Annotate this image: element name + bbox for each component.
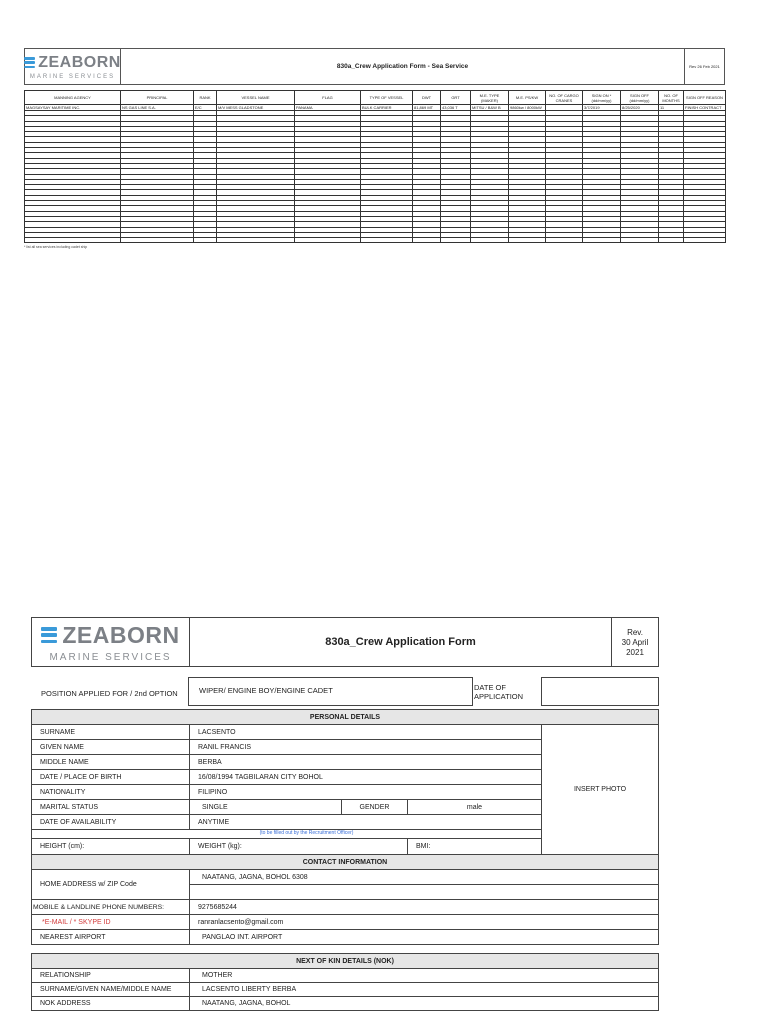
sea-service-header (24, 48, 725, 85)
table-cell[interactable]: MITSU / B&W B (471, 105, 509, 111)
column-header: NO. OF MONTHS (659, 91, 684, 105)
table-cell[interactable] (295, 238, 361, 243)
position-row (31, 677, 659, 709)
table-cell[interactable]: BULK CARRIER (361, 105, 413, 111)
table-cell[interactable] (583, 238, 621, 243)
column-header: GRT (441, 91, 471, 105)
airport-label: NEAREST AIRPORT (32, 930, 190, 944)
sea-service-revision: Rev 26 Feb 2021 (684, 49, 724, 84)
sea-service-form (24, 48, 725, 249)
availability-field[interactable]: ANYTIME (198, 818, 230, 826)
table-cell[interactable] (621, 238, 659, 243)
table-cell[interactable]: 43,036 T (441, 105, 471, 111)
relationship-label: RELATIONSHIP (32, 969, 190, 982)
position-field[interactable]: WIPER/ ENGINE BOY/ENGINE CADET (188, 677, 473, 706)
table-cell[interactable]: 8/25/2020 (621, 105, 659, 111)
email-label: *E-MAIL / * SKYPE ID (32, 915, 190, 929)
relationship-row (32, 969, 658, 983)
table-cell[interactable] (194, 238, 217, 243)
middle-name-field[interactable]: BERBA (198, 758, 222, 766)
sea-service-footnote: * list all sea services including cadet ship (24, 245, 88, 250)
airport-field[interactable]: PANGLAO INT. AIRPORT (202, 933, 283, 941)
nok-address-field[interactable]: NAATANG, JAGNA, BOHOL (202, 1000, 291, 1007)
column-header: RANK (194, 91, 217, 105)
table-cell[interactable] (413, 238, 441, 243)
column-header: PRINCIPAL (121, 91, 194, 105)
contact-info-header: CONTACT INFORMATION (31, 854, 659, 870)
nationality-field[interactable]: FILIPINO (198, 788, 228, 796)
sea-service-header-row (25, 91, 726, 105)
nok-name-label: SURNAME/GIVEN NAME/MIDDLE NAME (32, 983, 190, 996)
column-header: SIGN ON * (dd/mm/yy) (583, 91, 621, 105)
nok-address-row (32, 997, 658, 1011)
nok-section (31, 969, 659, 1011)
nationality-label: NATIONALITY (32, 785, 190, 799)
table-cell[interactable]: 11 (659, 105, 684, 111)
given-name-row (32, 740, 541, 755)
sea-service-title: 830a_Crew Application Form - Sea Service (336, 63, 469, 70)
application-title: 830a_Crew Application Form (325, 636, 476, 648)
logo-bars-icon (41, 627, 57, 643)
recruitment-note: (to be filled out by the Recruitment Officer) (32, 830, 541, 839)
nok-address-label: NOK ADDRESS (32, 997, 190, 1010)
column-header: TYPE OF VESSEL (361, 91, 413, 105)
application-revision (611, 618, 658, 666)
table-cell[interactable] (121, 238, 194, 243)
surname-field[interactable]: LACSENTO (198, 728, 236, 736)
birth-field[interactable]: 16/08/1994 TAGBILARAN CITY BOHOL (198, 773, 323, 781)
birth-label: DATE / PLACE OF BIRTH (32, 770, 190, 784)
table-cell[interactable]: 9860kw / 8000kW (509, 105, 546, 111)
table-cell[interactable] (217, 238, 295, 243)
column-header: FLAG (295, 91, 361, 105)
height-label: HEIGHT (cm): (32, 839, 190, 854)
table-cell[interactable]: NS GAS LINE S.A. (121, 105, 194, 111)
logo-bars-icon (24, 57, 35, 68)
marital-label: MARITAL STATUS (32, 800, 190, 814)
table-cell[interactable]: FINISH CONTRACT (684, 105, 726, 111)
table-cell[interactable] (684, 238, 726, 243)
table-cell[interactable] (471, 238, 509, 243)
column-header: M.E. PS/KW (509, 91, 546, 105)
table-row-empty (25, 238, 726, 243)
nok-name-field[interactable]: LACSENTO LIBERTY BERBA (202, 986, 297, 993)
table-cell[interactable] (25, 238, 121, 243)
column-header: DWT (413, 91, 441, 105)
nok-name-row (32, 983, 658, 997)
table-cell[interactable]: 3/7/2019 (583, 105, 621, 111)
date-of-application-label: DATE OF APPLICATION (474, 683, 524, 701)
table-cell[interactable]: 81,869 MT (413, 105, 441, 111)
availability-label: DATE OF AVAILABILITY (32, 815, 190, 829)
surname-row (32, 725, 541, 740)
table-cell[interactable] (659, 238, 684, 243)
company-logo (25, 49, 121, 84)
relationship-field[interactable]: MOTHER (202, 972, 233, 979)
table-cell[interactable] (361, 238, 413, 243)
sea-service-rows (25, 105, 726, 243)
home-address-line-2 (190, 885, 658, 899)
birth-row (32, 770, 541, 785)
table-cell[interactable]: M/V MESS GLADSTONE (217, 105, 295, 111)
table-cell[interactable]: E/C (194, 105, 217, 111)
column-header: SIGN OFF REASON (684, 91, 726, 105)
application-header (31, 617, 659, 667)
given-name-field[interactable]: RANIL FRANCIS (198, 743, 252, 751)
height-weight-row (32, 839, 541, 854)
date-of-application-field[interactable] (541, 677, 659, 706)
availability-row (32, 815, 541, 830)
logo-tagline: MARINE SERVICES (29, 73, 116, 80)
nationality-row (32, 785, 541, 800)
home-address-label: HOME ADDRESS w/ ZIP Code (32, 870, 190, 899)
bmi-label: BMI: (416, 843, 431, 850)
gender-label: GENDER (342, 800, 408, 814)
column-header: SIGN OFF (dd/mm/yy) (621, 91, 659, 105)
marital-row (32, 800, 541, 815)
email-row (32, 915, 658, 930)
surname-label: SURNAME (32, 725, 190, 739)
crew-application-form (31, 617, 659, 1011)
logo-wordmark: ZEABORN (62, 621, 180, 648)
airport-row (32, 930, 658, 945)
weight-label: WEIGHT (kg): (190, 839, 408, 854)
home-address-line: NAATANG, JAGNA, BOHOL 6308 (190, 870, 658, 885)
personal-details-header: PERSONAL DETAILS (31, 709, 659, 725)
home-address-field[interactable] (190, 870, 658, 899)
phone-label: MOBILE & LANDLINE PHONE NUMBERS: (32, 900, 190, 914)
gender-field[interactable]: male (466, 803, 483, 811)
logo-tagline: MARINE SERVICES (49, 651, 172, 663)
middle-name-row (32, 755, 541, 770)
phone-field[interactable]: 9275685244 (198, 903, 237, 911)
column-header: NO. OF CARGO CRANES (546, 91, 583, 105)
sea-service-table (24, 90, 726, 243)
email-field[interactable]: ranranlacsento@gmail.com (198, 918, 284, 926)
logo-wordmark: ZEABORN (38, 53, 121, 71)
contact-info-section (31, 870, 659, 945)
column-header: M.E. TYPE (MAKER) (471, 91, 509, 105)
table-cell[interactable] (509, 238, 546, 243)
table-cell[interactable] (441, 238, 471, 243)
revision-date: 30 April 2021 (621, 638, 649, 657)
home-address-row (32, 870, 658, 900)
middle-name-label: MIDDLE NAME (32, 755, 190, 769)
table-cell[interactable]: PANAMA (295, 105, 361, 111)
company-logo (32, 618, 190, 666)
table-cell[interactable]: MAGSAYSAY MARITIME INC. (25, 105, 121, 111)
revision-label: Rev. (627, 628, 643, 637)
marital-field[interactable]: SINGLE (190, 800, 342, 814)
column-header: MANNING AGENCY (25, 91, 121, 105)
photo-placeholder[interactable]: INSERT PHOTO (573, 786, 627, 793)
column-header: VESSEL NAME (217, 91, 295, 105)
phone-row (32, 900, 658, 915)
position-label: POSITION APPLIED FOR / 2nd OPTION (41, 689, 178, 698)
personal-details-section (31, 725, 659, 854)
given-name-label: GIVEN NAME (32, 740, 190, 754)
nok-header: NEXT OF KIN DETAILS (NOK) (31, 953, 659, 969)
table-cell[interactable] (546, 238, 583, 243)
